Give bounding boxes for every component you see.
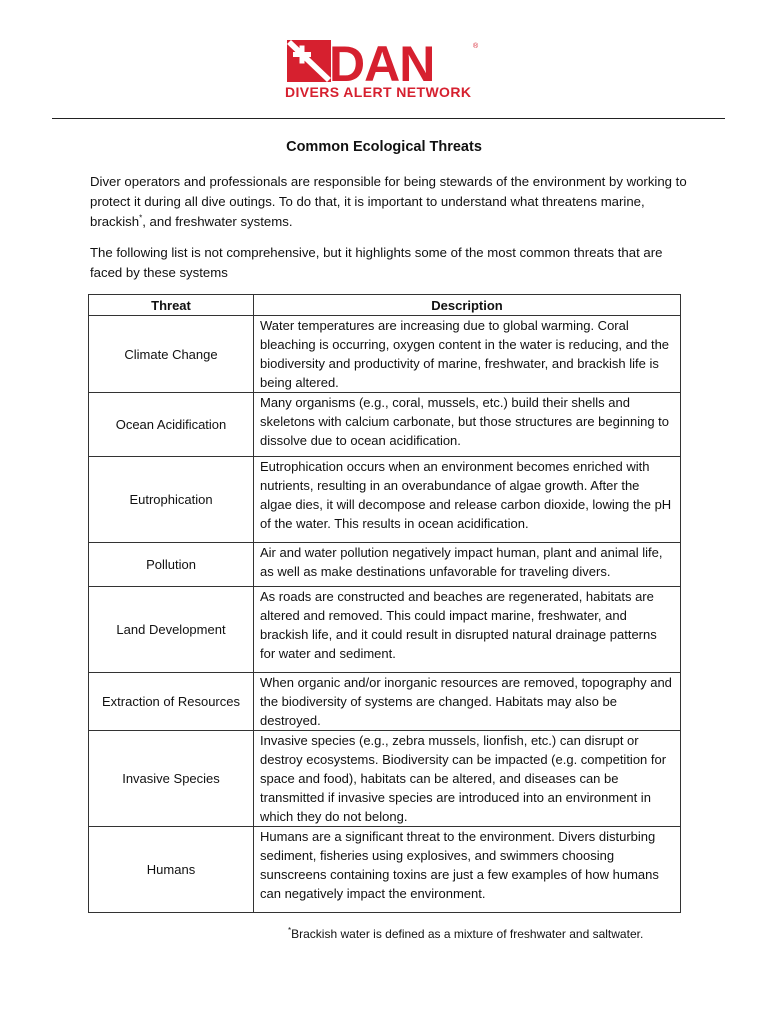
table-row xyxy=(89,457,681,543)
footnote-symbol: * xyxy=(288,926,292,935)
threat-description: When organic and/or inorganic resources are removed, topography and the biodiversity of systems are changed. Habitats may also be destroyed. xyxy=(254,673,681,731)
threat-description: Water temperatures are increasing due to global warming. Coral bleaching is occurring, oxygen content in the water is reducing, and the biodiversity and productivity of marine, freshwater, and brackish life is being altered. xyxy=(254,316,681,393)
logo-wordmark: DAN xyxy=(329,38,435,86)
threats-table xyxy=(88,294,681,913)
threat-name: Extraction of Resources xyxy=(89,673,254,731)
table-row xyxy=(89,316,681,393)
intro-paragraph-1 xyxy=(90,172,690,232)
footnote xyxy=(288,926,643,942)
intro-text-end: , and freshwater systems. xyxy=(142,214,293,229)
threat-description: As roads are constructed and beaches are regenerated, habitats are altered and removed. This could impact marine, freshwater, and brackish life, and it could result in disrupted natural drainage patterns for water and sediment. xyxy=(254,587,681,673)
table-row xyxy=(89,587,681,673)
threat-name: Humans xyxy=(89,827,254,913)
table-row xyxy=(89,673,681,731)
threat-description: Many organisms (e.g., coral, mussels, etc.) build their shells and skeletons with calcium carbonate, but those structures are beginning to dissolve due to ocean acidification. xyxy=(254,393,681,457)
table-row xyxy=(89,827,681,913)
table-row xyxy=(89,731,681,827)
dan-logo xyxy=(285,38,480,102)
dan-flag-icon xyxy=(285,38,480,86)
footnote-marker: * xyxy=(139,213,143,223)
table-row xyxy=(89,543,681,587)
logo-subtitle: DIVERS ALERT NETWORK xyxy=(285,84,472,100)
threat-name: Ocean Acidification xyxy=(89,393,254,457)
registered-mark: ® xyxy=(473,43,479,50)
intro-paragraph-2: The following list is not comprehensive, but it highlights some of the most common threats that are faced by these systems xyxy=(90,245,663,280)
threat-name: Land Development xyxy=(89,587,254,673)
threat-name: Eutrophication xyxy=(89,457,254,543)
threat-name: Climate Change xyxy=(89,316,254,393)
table-row xyxy=(89,393,681,457)
intro-text-start: Diver operators and professionals are responsible for being stewards of the environment by working to protect it during all dive outings. To do that, it is important to understand what threatens marine, brackish xyxy=(90,174,687,229)
threat-column-header: Threat xyxy=(89,295,254,316)
page-title: Common Ecological Threats xyxy=(286,139,482,155)
threat-description: Eutrophication occurs when an environment becomes enriched with nutrients, resulting in an overabundance of algae growth. After the algae dies, it will decompose and release carbon dioxide, lowing the pH of the water. This results in ocean acidification. xyxy=(254,457,681,543)
footnote-text: Brackish water is defined as a mixture of freshwater and saltwater. xyxy=(291,927,644,941)
description-column-header: Description xyxy=(254,295,681,316)
header-divider xyxy=(52,118,725,119)
threat-description: Humans are a significant threat to the environment. Divers disturbing sediment, fisheries using explosives, and swimmers choosing sunscreens containing toxins are just a few examples of how humans can negatively impact the environment. xyxy=(254,827,681,913)
table-header-row xyxy=(89,295,681,316)
threat-name: Pollution xyxy=(89,543,254,587)
threat-name: Invasive Species xyxy=(89,731,254,827)
threat-description: Air and water pollution negatively impact human, plant and animal life, as well as make destinations unfavorable for traveling divers. xyxy=(254,543,681,587)
threat-description: Invasive species (e.g., zebra mussels, lionfish, etc.) can disrupt or destroy ecosystems. Biodiversity can be impacted (e.g. competition for space and food), habitats can be altered, and diseases can be transmitted if invasive species are introduced into an environment in which they do not belong. xyxy=(254,731,681,827)
